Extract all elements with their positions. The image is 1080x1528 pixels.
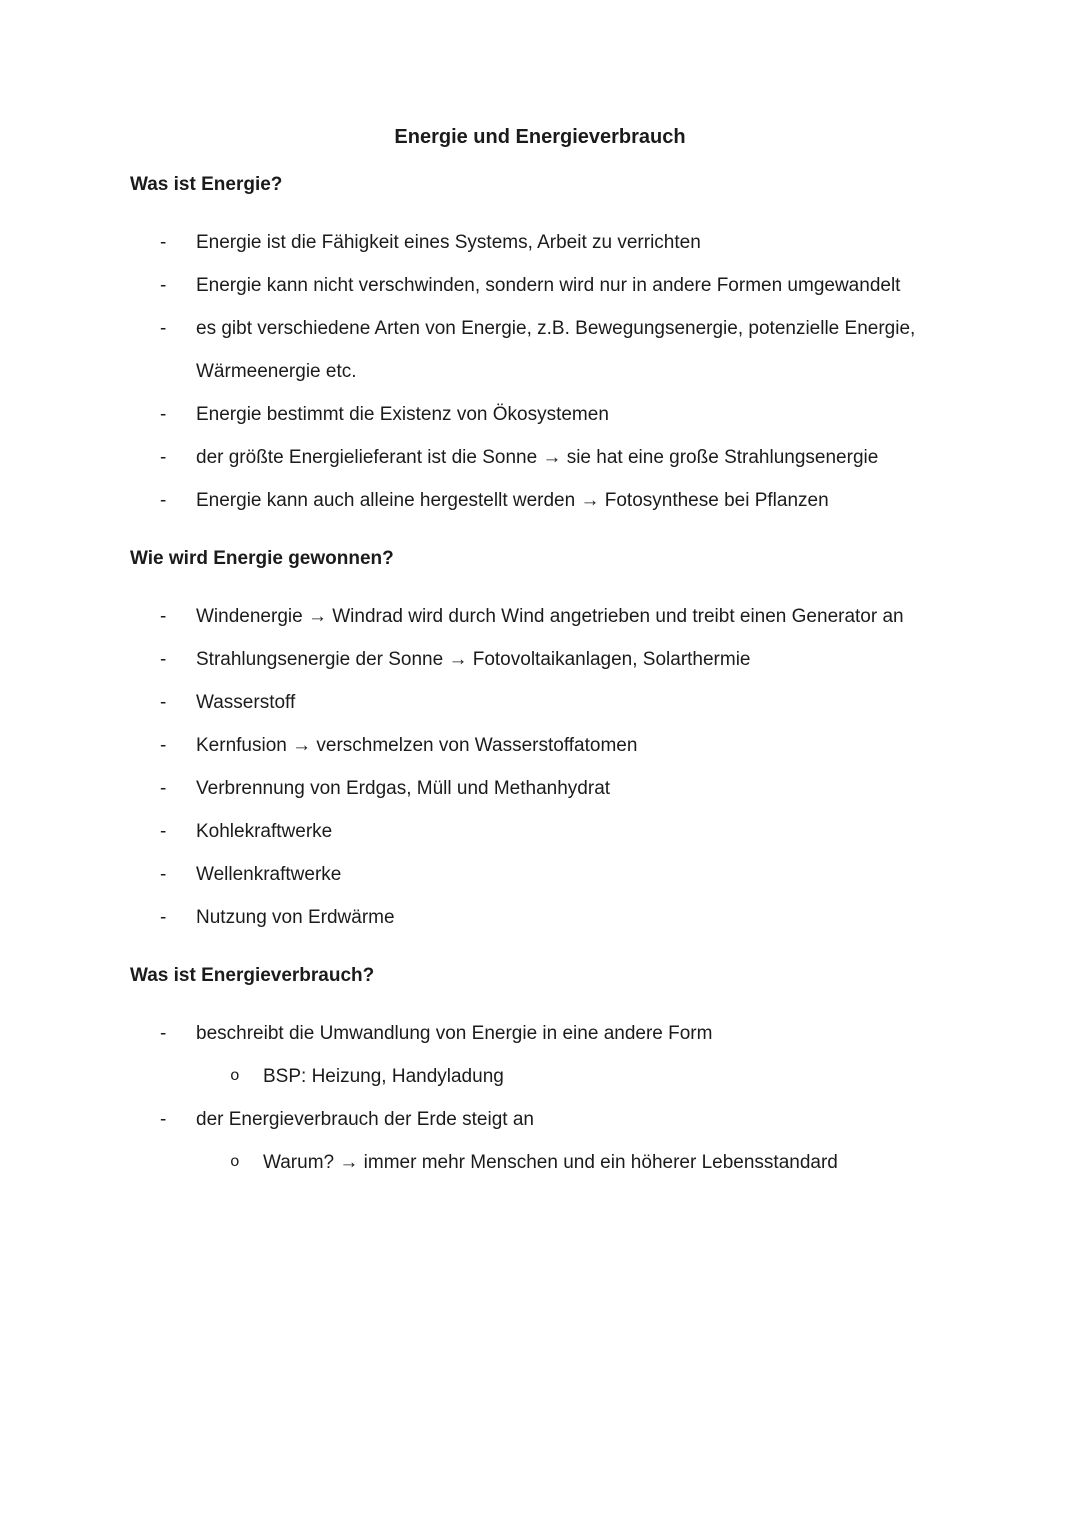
list-item-text: der Energieverbrauch der Erde steigt an	[196, 1109, 534, 1130]
list-item	[130, 681, 920, 724]
document-content	[130, 163, 920, 1184]
circle-bullet-icon: o	[230, 1067, 240, 1085]
list-item	[130, 221, 920, 264]
sub-list-item	[130, 1055, 920, 1098]
dash-bullet-icon: -	[160, 778, 167, 799]
list-item	[130, 767, 920, 810]
dash-bullet-icon: -	[160, 735, 167, 756]
dash-bullet-icon: -	[160, 692, 167, 713]
bullet-list	[130, 221, 920, 522]
list-item-text: Verbrennung von Erdgas, Müll und Methanhydrat	[196, 778, 611, 799]
list-item	[130, 810, 920, 853]
document-section	[130, 537, 920, 939]
list-item	[130, 638, 920, 681]
list-item-text: Nutzung von Erdwärme	[196, 907, 395, 928]
section-heading: Was ist Energieverbrauch?	[130, 965, 375, 986]
list-item-text: der größte Energielieferant ist die Sonne → sie hat eine große Strahlungsenergie	[196, 447, 879, 468]
list-item-text: Energie kann nicht verschwinden, sondern wird nur in andere Formen umgewandelt	[196, 275, 901, 296]
list-item-text: Windenergie → Windrad wird durch Wind angetrieben und treibt einen Generator an	[196, 606, 904, 627]
sub-list-item-text: Warum? → immer mehr Menschen und ein höherer Lebensstandard	[263, 1152, 838, 1173]
bullet-list	[130, 595, 920, 939]
list-item	[130, 595, 920, 638]
list-item	[130, 264, 920, 307]
dash-bullet-icon: -	[160, 447, 167, 468]
dash-bullet-icon: -	[160, 404, 167, 425]
dash-bullet-icon: -	[160, 1023, 167, 1044]
dash-bullet-icon: -	[160, 864, 167, 885]
list-item	[130, 896, 920, 939]
list-item-text: Kernfusion → verschmelzen von Wasserstoffatomen	[196, 735, 638, 756]
list-item-text: Kohlekraftwerke	[196, 821, 333, 842]
list-item	[130, 1098, 920, 1141]
dash-bullet-icon: -	[160, 821, 167, 842]
dash-bullet-icon: -	[160, 232, 167, 253]
dash-bullet-icon: -	[160, 1109, 167, 1130]
list-item-text: Energie kann auch alleine hergestellt werden → Fotosynthese bei Pflanzen	[196, 490, 829, 511]
section-heading: Wie wird Energie gewonnen?	[130, 548, 394, 569]
document-title: Energie und Energieverbrauch	[394, 126, 686, 148]
dash-bullet-icon: -	[160, 907, 167, 928]
dash-bullet-icon: -	[160, 606, 167, 627]
sub-list-item-text: BSP: Heizung, Handyladung	[263, 1066, 504, 1087]
document-section	[130, 954, 920, 1184]
dash-bullet-icon: -	[160, 490, 167, 511]
list-item-text: Energie ist die Fähigkeit eines Systems, Arbeit zu verrichten	[196, 232, 701, 253]
list-item-text: beschreibt die Umwandlung von Energie in eine andere Form	[196, 1023, 713, 1044]
dash-bullet-icon: -	[160, 649, 167, 670]
bullet-list	[130, 1012, 920, 1184]
document-section	[130, 163, 920, 522]
list-item	[130, 853, 920, 896]
dash-bullet-icon: -	[160, 275, 167, 296]
dash-bullet-icon: -	[160, 318, 167, 339]
list-item	[130, 307, 920, 393]
circle-bullet-icon: o	[230, 1153, 240, 1171]
list-item	[130, 1012, 920, 1055]
list-item-text: Wasserstoff	[196, 692, 296, 713]
section-heading: Was ist Energie?	[130, 174, 283, 195]
list-item	[130, 479, 920, 522]
sub-list-item	[130, 1141, 920, 1184]
list-item	[130, 393, 920, 436]
list-item	[130, 724, 920, 767]
list-item-text: es gibt verschiedene Arten von Energie, z.B. Bewegungsenergie, potenzielle Energie, Wärmeenergie etc.	[196, 318, 916, 382]
list-item-text: Strahlungsenergie der Sonne → Fotovoltaikanlagen, Solarthermie	[196, 649, 751, 670]
list-item	[130, 436, 920, 479]
list-item-text: Wellenkraftwerke	[196, 864, 342, 885]
list-item-text: Energie bestimmt die Existenz von Ökosystemen	[196, 404, 609, 425]
